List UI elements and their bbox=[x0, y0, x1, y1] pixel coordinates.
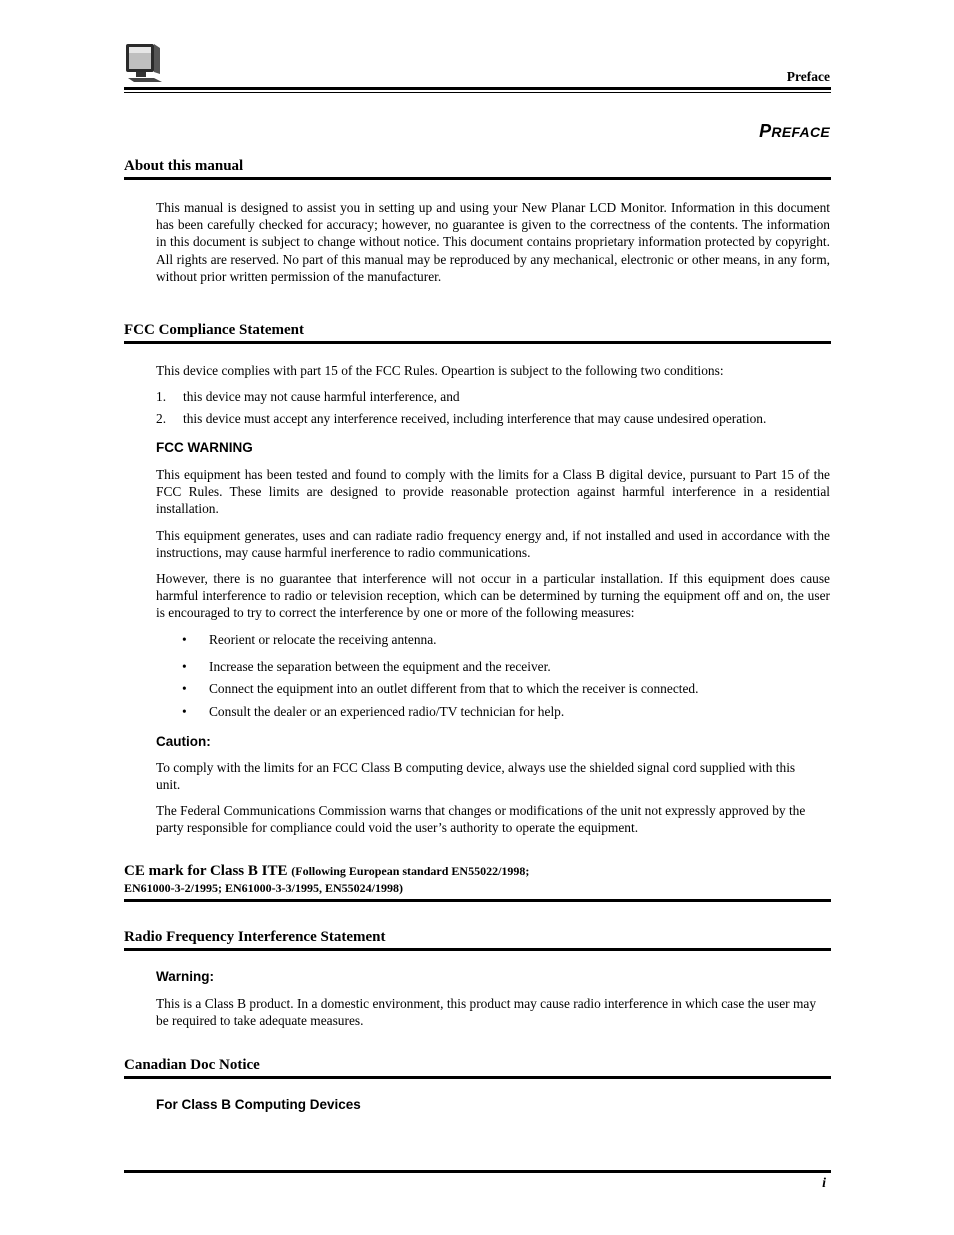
caution-paragraph-2: The Federal Communications Commission warns that changes or modifications of the unit not expressly approved by the party responsible for compliance could void the user’s authority to operate the equipment. bbox=[156, 803, 806, 836]
ce-heading-standards-2: EN61000-3-2/1995; EN61000-3-3/1995, EN55024/1998) bbox=[124, 881, 403, 895]
measure-text: Consult the dealer or an experienced radio/TV technician for help. bbox=[209, 704, 565, 719]
ce-heading-standards-1: (Following European standard EN55022/1998; bbox=[291, 864, 530, 878]
fcc-warning-paragraph-3: However, there is no guarantee that interference will not occur in a particular installation. If this equipment does cause harmful interference to radio or television reception, which can be determined by turning the equipment off and on, the user is encouraged to try to correct the interference by one or more of the following measures: bbox=[156, 571, 830, 621]
measure-item-1 bbox=[182, 631, 830, 648]
section-heading-ce bbox=[124, 863, 831, 902]
bullet-icon: • bbox=[182, 632, 187, 647]
section-heading-fcc: FCC Compliance Statement bbox=[124, 322, 831, 344]
footer-rule bbox=[124, 1170, 831, 1173]
section-heading-rfi: Radio Frequency Interference Statement bbox=[124, 929, 831, 951]
bullet-icon: • bbox=[182, 681, 187, 696]
header-rule bbox=[124, 87, 831, 90]
measure-text: Reorient or relocate the receiving antenna. bbox=[209, 632, 437, 647]
lcd-monitor-icon bbox=[124, 42, 164, 84]
running-head: Preface bbox=[786, 69, 830, 84]
measure-item-2 bbox=[182, 658, 830, 675]
page-title-rest: REFACE bbox=[771, 124, 830, 140]
ce-heading-main: CE mark for Class B ITE bbox=[124, 863, 288, 879]
measure-item-4 bbox=[182, 703, 830, 720]
list-number: 2. bbox=[156, 411, 167, 426]
measure-item-3 bbox=[182, 680, 830, 697]
fcc-warning-paragraph-1: This equipment has been tested and found to comply with the limits for a Class B digital device, pursuant to Part 15 of the FCC Rules. These limits are designed to provide reasonable protection against harmful interference in a residential installation. bbox=[156, 467, 830, 517]
caution-paragraph-1: To comply with the limits for an FCC Class B computing device, always use the shielded signal cord supplied with this unit. bbox=[156, 760, 796, 793]
page-number: i bbox=[822, 1176, 826, 1191]
measure-text: Connect the equipment into an outlet different from that to which the receiver is connected. bbox=[209, 681, 699, 696]
fcc-condition-1 bbox=[156, 388, 830, 405]
page-title bbox=[759, 121, 830, 142]
measure-text: Increase the separation between the equipment and the receiver. bbox=[209, 659, 551, 674]
list-text: this device may not cause harmful interference, and bbox=[183, 389, 460, 404]
section-heading-canadian: Canadian Doc Notice bbox=[124, 1057, 831, 1079]
fcc-warning-heading: FCC WARNING bbox=[156, 440, 253, 455]
caution-heading: Caution: bbox=[156, 734, 211, 749]
fcc-intro: This device complies with part 15 of the FCC Rules. Opeartion is subject to the following two conditions: bbox=[156, 363, 724, 378]
bullet-icon: • bbox=[182, 659, 187, 674]
bullet-icon: • bbox=[182, 704, 187, 719]
rfi-paragraph: This is a Class B product. In a domestic environment, this product may cause radio interference in which case the user may be required to take adequate measures. bbox=[156, 996, 817, 1029]
page-title-initial: P bbox=[759, 121, 772, 141]
header-rule-thin bbox=[124, 92, 831, 93]
rfi-warning-heading: Warning: bbox=[156, 969, 214, 984]
list-number: 1. bbox=[156, 389, 167, 404]
list-text: this device must accept any interference received, including interference that may cause undesired operation. bbox=[183, 411, 767, 426]
fcc-warning-paragraph-2: This equipment generates, uses and can radiate radio frequency energy and, if not installed and used in accordance with the instructions, may cause harmful inerference to radio communications. bbox=[156, 528, 830, 561]
section-heading-about: About this manual bbox=[124, 158, 831, 180]
fcc-condition-2 bbox=[156, 410, 830, 427]
canadian-subheading: For Class B Computing Devices bbox=[156, 1097, 361, 1112]
about-paragraph: This manual is designed to assist you in setting up and using your New Planar LCD Monitor. Information in this document has been carefully checked for accuracy; however, no guarantee is given to the correctness of the contents. The information in this document is subject to change without notice. This document contains proprietary information protected by copyright. All rights are reserved. No part of this manual may be reproduced by any mechanical, electronic or other means, in any form, without prior written permission of the manufacturer. bbox=[156, 200, 830, 284]
